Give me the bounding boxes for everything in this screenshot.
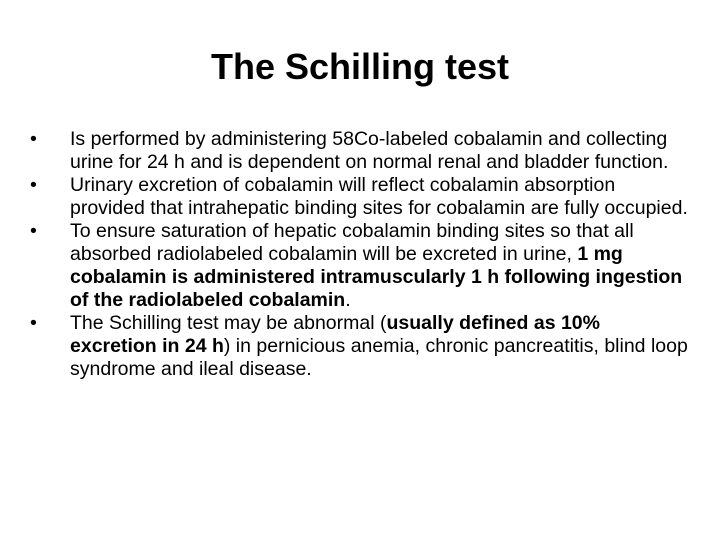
bullet-dot-icon: • [30, 312, 37, 334]
bullet-list [30, 128, 692, 381]
bullet-dot-icon: • [30, 128, 37, 150]
bullet-dot-icon: • [30, 174, 37, 196]
bullet-1-text: Is performed by administering 58Co-labeled cobalamin and collecting urine for 24 h and is dependent on normal renal and bladder function. [70, 128, 669, 173]
bullet-2-text: Urinary excretion of cobalamin will reflect cobalamin absorption provided that intrahepatic binding sites for cobalamin are fully occupied. [70, 174, 688, 219]
bullet-3-text: To ensure saturation of hepatic cobalamin binding sites so that all absorbed radiolabeled cobalamin will be excreted in urine, [70, 220, 634, 265]
bullet-item-2 [30, 174, 692, 220]
bullet-4-bold-text: usually defined as 10% excretion in 24 h [70, 312, 600, 357]
bullet-item-3 [30, 220, 692, 312]
bullet-item-1 [30, 128, 692, 174]
bullet-dot-icon: • [30, 220, 37, 242]
bullet-4-end-text: ) in pernicious anemia, chronic pancreatitis, blind loop syndrome and ileal disease. [70, 335, 688, 380]
bullet-item-4 [30, 312, 692, 381]
bullet-4-text: The Schilling test may be abnormal ( [70, 312, 387, 334]
bullet-3-end-text: . [345, 289, 351, 311]
bullet-3-bold-text: 1 mg cobalamin is administered intramuscularly 1 h following ingestion of the radiolabeled cobalamin [70, 243, 683, 311]
slide-title: The Schilling test [210, 46, 510, 87]
